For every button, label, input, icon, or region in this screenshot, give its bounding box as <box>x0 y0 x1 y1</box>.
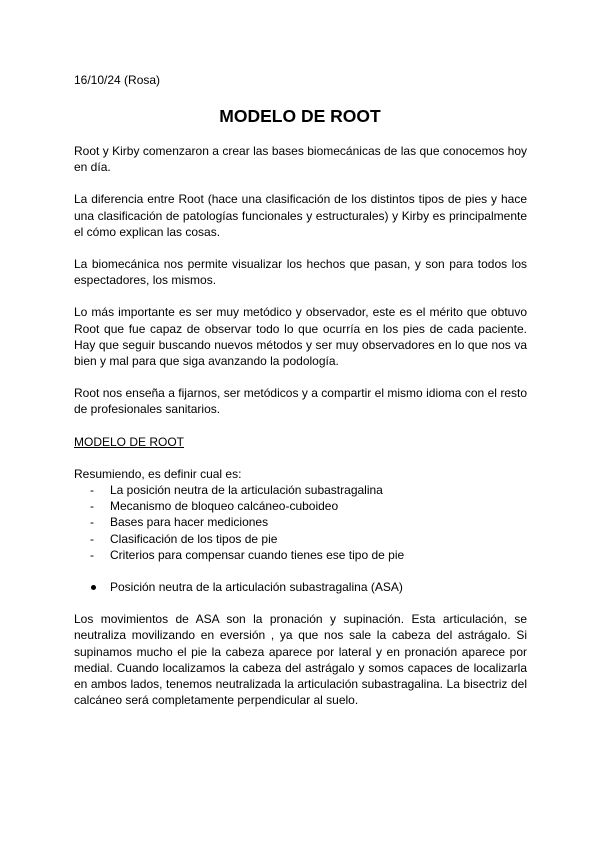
paragraph-5: Root nos enseña a fijarnos, ser metódicos y a compartir el mismo idioma con el resto de profesionales sanitarios. <box>74 386 527 417</box>
bullet-item: Posición neutra de la articulación subastragalina (ASA) <box>74 579 527 595</box>
section-heading: MODELO DE ROOT <box>74 434 185 449</box>
paragraph-1: Root y Kirby comenzaron a crear las bases biomecánicas de las que conocemos hoy en día. <box>74 144 527 175</box>
document-date: 16/10/24 (Rosa) <box>74 73 161 87</box>
section-intro: Resumiendo, es definir cual es: <box>74 466 242 481</box>
list-item: - Mecanismo de bloqueo calcáneo-cuboideo <box>74 498 527 514</box>
list-item: - Criterios para compensar cuando tienes ese tipo de pie <box>74 547 527 563</box>
list-item: - La posición neutra de la articulación subastragalina <box>74 482 527 498</box>
page-title: MODELO DE ROOT <box>219 106 381 126</box>
document-body <box>74 143 527 724</box>
closing-paragraph: Los movimientos de ASA son la pronación y supinación. Esta articulación, se neutraliza movilizando en eversión , ya que nos sale la cabeza del astrágalo. Si supinamos mucho el pie la cabeza aparece por lateral y en pronación aparece por medial. Cuando localizamos la cabeza del astrágalo y somos capaces de localizarla en ambos lados, tenemos neutralizada la articulación subastragalina. La bisectriz del calcáneo será completamente perpendicular al suelo. <box>74 612 527 708</box>
dash-list <box>74 482 527 563</box>
list-item: - Clasificación de los tipos de pie <box>74 531 527 547</box>
bullet-list <box>74 579 527 595</box>
paragraph-2: La diferencia entre Root (hace una clasificación de los distintos tipos de pies y hace una clasificación de patologías funcionales y estructurales) y Kirby es principalmente el cómo explican las cosas. <box>74 192 527 239</box>
list-item: - Bases para hacer mediciones <box>74 514 527 530</box>
paragraph-3: La biomecánica nos permite visualizar los hechos que pasan, y son para todos los espectadores, los mismos. <box>74 257 527 288</box>
paragraph-4: Lo más importante es ser muy metódico y observador, este es el mérito que obtuvo Root que fue capaz de observar todo lo que ocurría en los pies de cada paciente. Hay que seguir buscando nuevos métodos y ser muy observadores en lo que nos va bien y mal para que siga avanzando la podología. <box>74 305 527 369</box>
